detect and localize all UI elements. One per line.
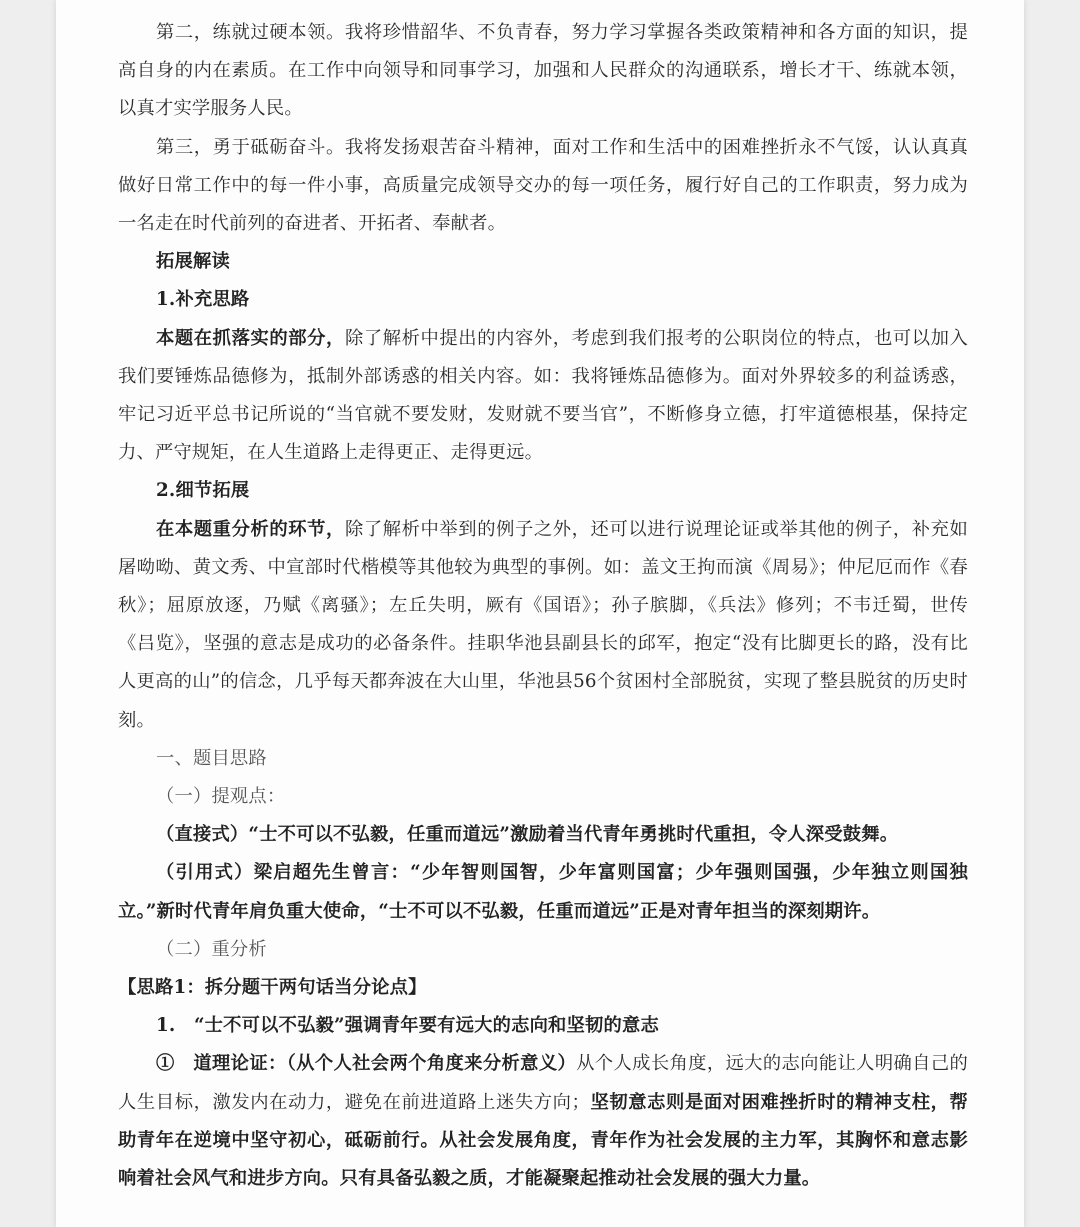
paragraph-skills: 第二，练就过硬本领。我将珍惜韶华、不负青春，努力学习掌握各类政策精神和各方面的知识，提高自身的内在素质。在工作中向领导和同事学习，加强和人民群众的沟通联系，增长才干、练就本领，以真才实学服务人民。 <box>118 22 968 120</box>
paragraph-supplement <box>118 320 968 473</box>
heading-raise-viewpoint: （一）提观点： <box>156 786 286 808</box>
paragraph-reasoning-lead: ① 道理论证：（从个人社会两个角度来分析意义） <box>156 1053 577 1075</box>
document-page <box>56 0 1024 1227</box>
paragraph-struggle: 第三，勇于砥砺奋斗。我将发扬艰苦奋斗精神，面对工作和生活中的困难挫折永不气馁，认认真真做好日常工作中的每一件小事，高质量完成领导交办的每一项任务，履行好自己的工作职责，努力成为一名走在时代前列的奋进者、开拓者、奉献者。 <box>118 136 968 235</box>
heading-supplementary-ideas: 1.补充思路 <box>156 289 250 311</box>
heading-point-one: 1. “士不可以不弘毅”强调青年要有远大的志向和坚韧的意志 <box>156 1015 659 1037</box>
paragraph-supplement-lead: 本题在抓落实的部分， <box>156 327 345 349</box>
document-body <box>118 14 968 1198</box>
paragraph-detail-text: 除了解析中举到的例子之外，还可以进行说理论证或举其他的例子，补充如屠呦呦、黄文秀、中宣部时代楷模等其他较为典型的事例。如：盖文王拘而演《周易》；仲尼厄而作《春秋》；屈原放逐，乃赋《离骚》；左丘失明，厥有《国语》；孙子膑脚，《兵法》修列；不韦迁蜀，世传《吕览》，坚强的意志是成功的必备条件。挂职华池县副县长的邱军，抱定“没有比脚更长的路，没有比人更高的山”的信念，几乎每天都奔波在大山里，华池县56个贫困村全部脱贫，实现了整县脱贫的历史时刻。 <box>118 518 968 731</box>
heading-detail-expansion: 2.细节拓展 <box>156 480 250 502</box>
paragraph-direct-style: （直接式）“士不可以不弘毅，任重而道远”激励着当代青年勇挑时代重担，令人深受鼓舞。 <box>156 824 899 846</box>
heading-topic-approach: 一、题目思路 <box>156 747 267 769</box>
paragraph-detail <box>118 511 968 740</box>
heading-extended-reading: 拓展解读 <box>156 251 230 273</box>
heading-emphasis-analysis: （二）重分析 <box>156 938 267 960</box>
paragraph-detail-lead: 在本题重分析的环节， <box>156 518 345 540</box>
paragraph-quote-style: （引用式）梁启超先生曾言：“少年智则国智，少年富则国富；少年强则国强，少年独立则国独立。”新时代青年肩负重大使命，“士不可以不弘毅，任重而道远”正是对青年担当的深刻期许。 <box>118 862 968 922</box>
paragraph-reasoning <box>118 1045 968 1198</box>
heading-approach-one: 【思路1：拆分题干两句话当分论点】 <box>118 977 427 999</box>
paragraph-supplement-text: 除了解析中提出的内容外，考虑到我们报考的公职岗位的特点，也可以加入我们要锤炼品德修为，抵制外部诱惑的相关内容。如：我将锤炼品德修为。面对外界较多的利益诱惑，牢记习近平总书记所说的“当官就不要发财，发财就不要当官”，不断修身立德，打牢道德根基，保持定力、严守规矩，在人生道路上走得更正、走得更远。 <box>118 327 968 464</box>
paragraph-reasoning-text: 从个人成长角度，远大的志向能让人明确自己的人生目标，激发内在动力，避免在前进道路上迷失方向； <box>118 1053 968 1113</box>
paragraph-reasoning-bold: 坚韧意志则是面对困难挫折时的精神支柱，帮助青年在逆境中坚守初心，砥砺前行。从社会发展角度，青年作为社会发展的主力军，其胸怀和意志影响着社会风气和进步方向。只有具备弘毅之质，才能凝聚起推动社会发展的强大力量。 <box>118 1091 969 1190</box>
